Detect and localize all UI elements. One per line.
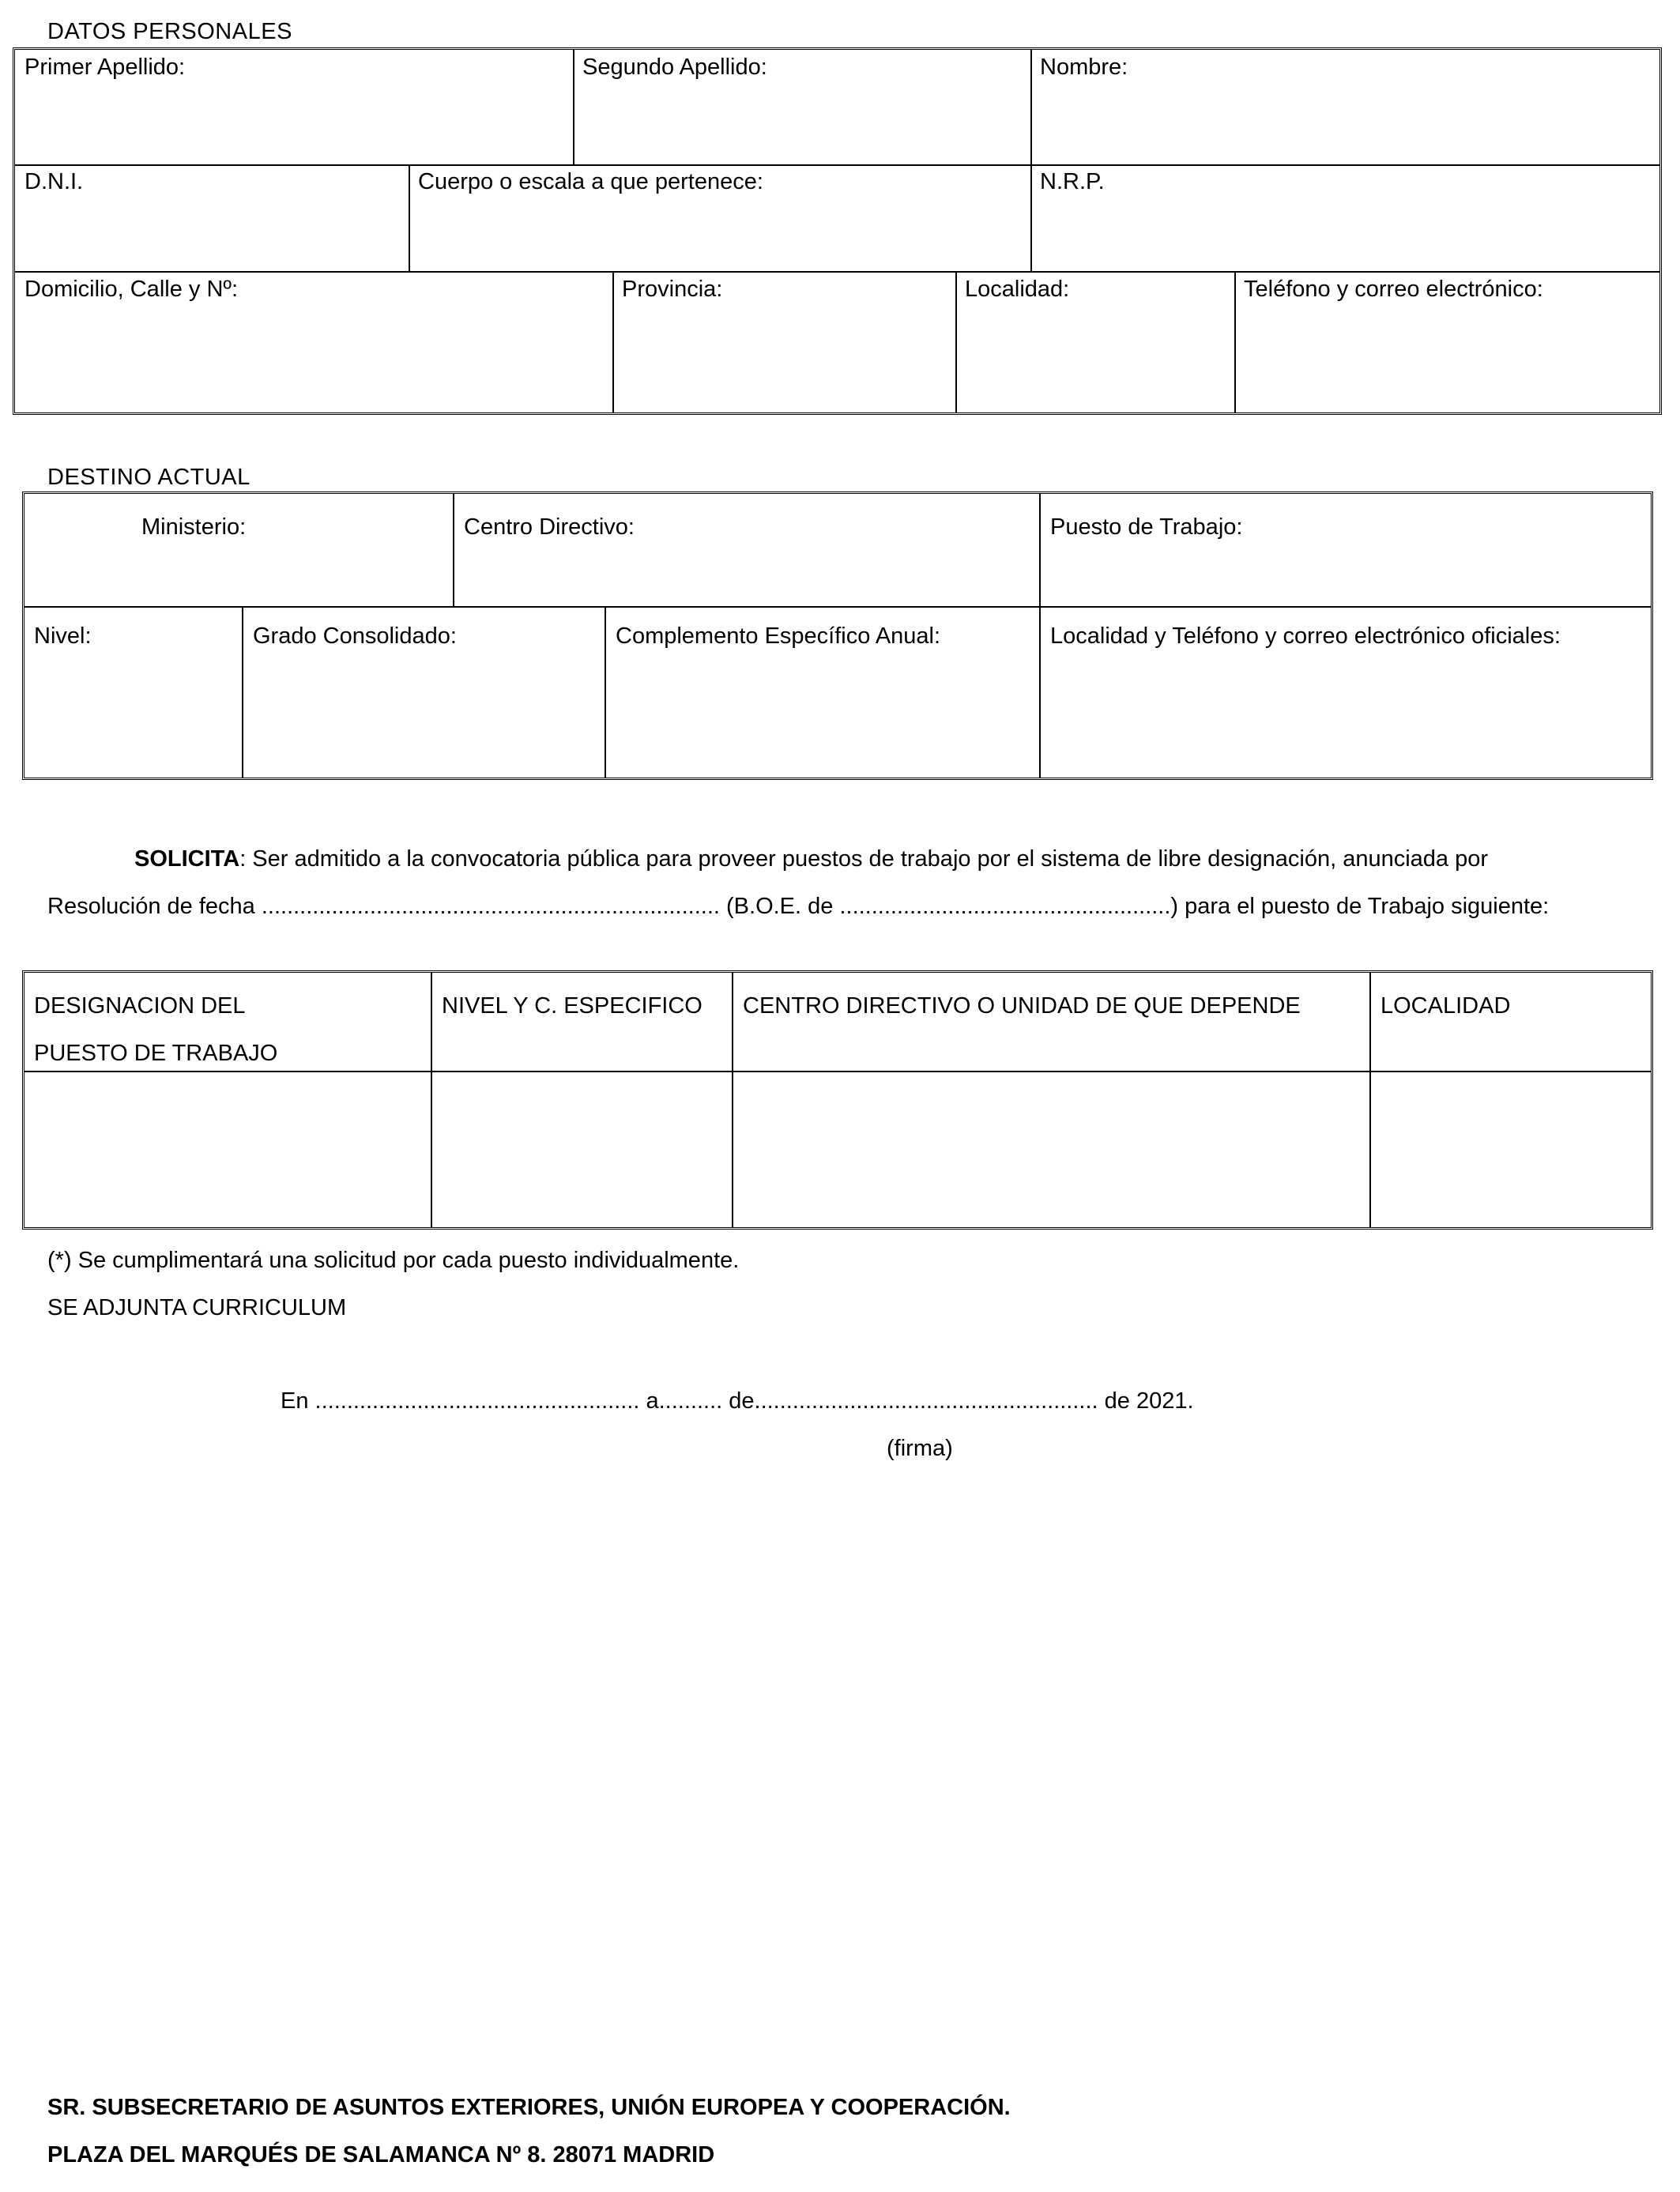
provincia-field[interactable] xyxy=(616,274,952,410)
col-nivel-header: NIVEL Y C. ESPECIFICO xyxy=(442,993,703,1019)
destino-actual-box xyxy=(22,492,1653,780)
col-localidad-header: LOCALIDAD xyxy=(1381,993,1511,1019)
primer-apellido-label: Primer Apellido: xyxy=(24,55,186,80)
puesto-table xyxy=(22,970,1653,1230)
centro-unidad-field[interactable] xyxy=(735,1074,1366,1224)
destino-actual-title: DESTINO ACTUAL xyxy=(47,465,250,490)
centro-directivo-label: Centro Directivo: xyxy=(464,514,635,540)
addressee-line: SR. SUBSECRETARIO DE ASUNTOS EXTERIORES, UNIÓN EUROPEA Y COOPERACIÓN. xyxy=(47,2095,1011,2120)
localidad-label: Localidad: xyxy=(965,277,1070,302)
localidad-oficial-field[interactable] xyxy=(1042,609,1648,775)
puesto-trabajo-label: Puesto de Trabajo: xyxy=(1050,514,1243,540)
telefono-label: Teléfono y correo electrónico: xyxy=(1244,277,1543,302)
nrp-field[interactable] xyxy=(1034,168,1657,269)
date-line: En ................................................... a.......... de...................................................... de 2021. xyxy=(281,1388,1194,1414)
col-centro-header: CENTRO DIRECTIVO O UNIDAD DE QUE DEPENDE xyxy=(743,993,1301,1019)
domicilio-label: Domicilio, Calle y Nº: xyxy=(24,277,239,302)
solicita-keyword: SOLICITA xyxy=(134,846,240,872)
grado-label: Grado Consolidado: xyxy=(253,623,457,649)
nrp-label: N.R.P. xyxy=(1040,169,1105,194)
nivel-field[interactable] xyxy=(26,609,239,775)
complemento-field[interactable] xyxy=(608,609,1036,775)
dni-field[interactable] xyxy=(17,168,405,269)
puesto-trabajo-field[interactable] xyxy=(1042,495,1648,603)
localidad-field[interactable] xyxy=(959,274,1231,410)
solicita-line-1 xyxy=(134,846,1488,872)
grado-field[interactable] xyxy=(245,609,601,775)
centro-directivo-field[interactable] xyxy=(456,495,1036,603)
localidad-puesto-field[interactable] xyxy=(1373,1074,1648,1224)
cuerpo-label: Cuerpo o escala a que pertenece: xyxy=(418,169,763,194)
nombre-field[interactable] xyxy=(1034,51,1657,162)
domicilio-field[interactable] xyxy=(17,274,609,410)
designacion-field[interactable] xyxy=(26,1074,428,1224)
cuerpo-field[interactable] xyxy=(412,168,1028,269)
ministerio-field[interactable] xyxy=(26,495,450,603)
nivel-especifico-field[interactable] xyxy=(434,1074,729,1224)
firma-label: (firma) xyxy=(887,1436,953,1461)
complemento-label: Complemento Específico Anual: xyxy=(616,623,941,649)
nombre-label: Nombre: xyxy=(1040,55,1128,80)
provincia-label: Provincia: xyxy=(622,277,723,302)
datos-personales-title: DATOS PERSONALES xyxy=(47,19,292,44)
note-one-per-post: (*) Se cumplimentará una solicitud por cada puesto individualmente. xyxy=(47,1248,740,1273)
dni-label: D.N.I. xyxy=(24,169,84,194)
localidad-oficial-label: Localidad y Teléfono y correo electrónico oficiales: xyxy=(1050,623,1561,649)
segundo-apellido-label: Segundo Apellido: xyxy=(582,55,767,80)
address-line: PLAZA DEL MARQUÉS DE SALAMANCA Nº 8. 28071 MADRID xyxy=(47,2142,715,2168)
nivel-label: Nivel: xyxy=(34,623,92,649)
col-designacion-header-2: PUESTO DE TRABAJO xyxy=(34,1041,278,1066)
telefono-field[interactable] xyxy=(1237,274,1657,410)
col-designacion-header-1: DESIGNACION DEL xyxy=(34,993,246,1019)
ministerio-label: Ministerio: xyxy=(141,514,247,540)
solicita-line-2: Resolución de fecha ........................................................................ (B.O.E. de ....................................................) para el puesto de Trabajo siguiente: xyxy=(47,894,1550,919)
primer-apellido-field[interactable] xyxy=(17,51,570,162)
note-curriculum: SE ADJUNTA CURRICULUM xyxy=(47,1295,347,1320)
segundo-apellido-field[interactable] xyxy=(576,51,1028,162)
datos-personales-box xyxy=(13,47,1662,415)
solicita-text-1: : Ser admitido a la convocatoria pública para proveer puestos de trabajo por el sistema de libre designación, anunciada por xyxy=(239,846,1489,872)
